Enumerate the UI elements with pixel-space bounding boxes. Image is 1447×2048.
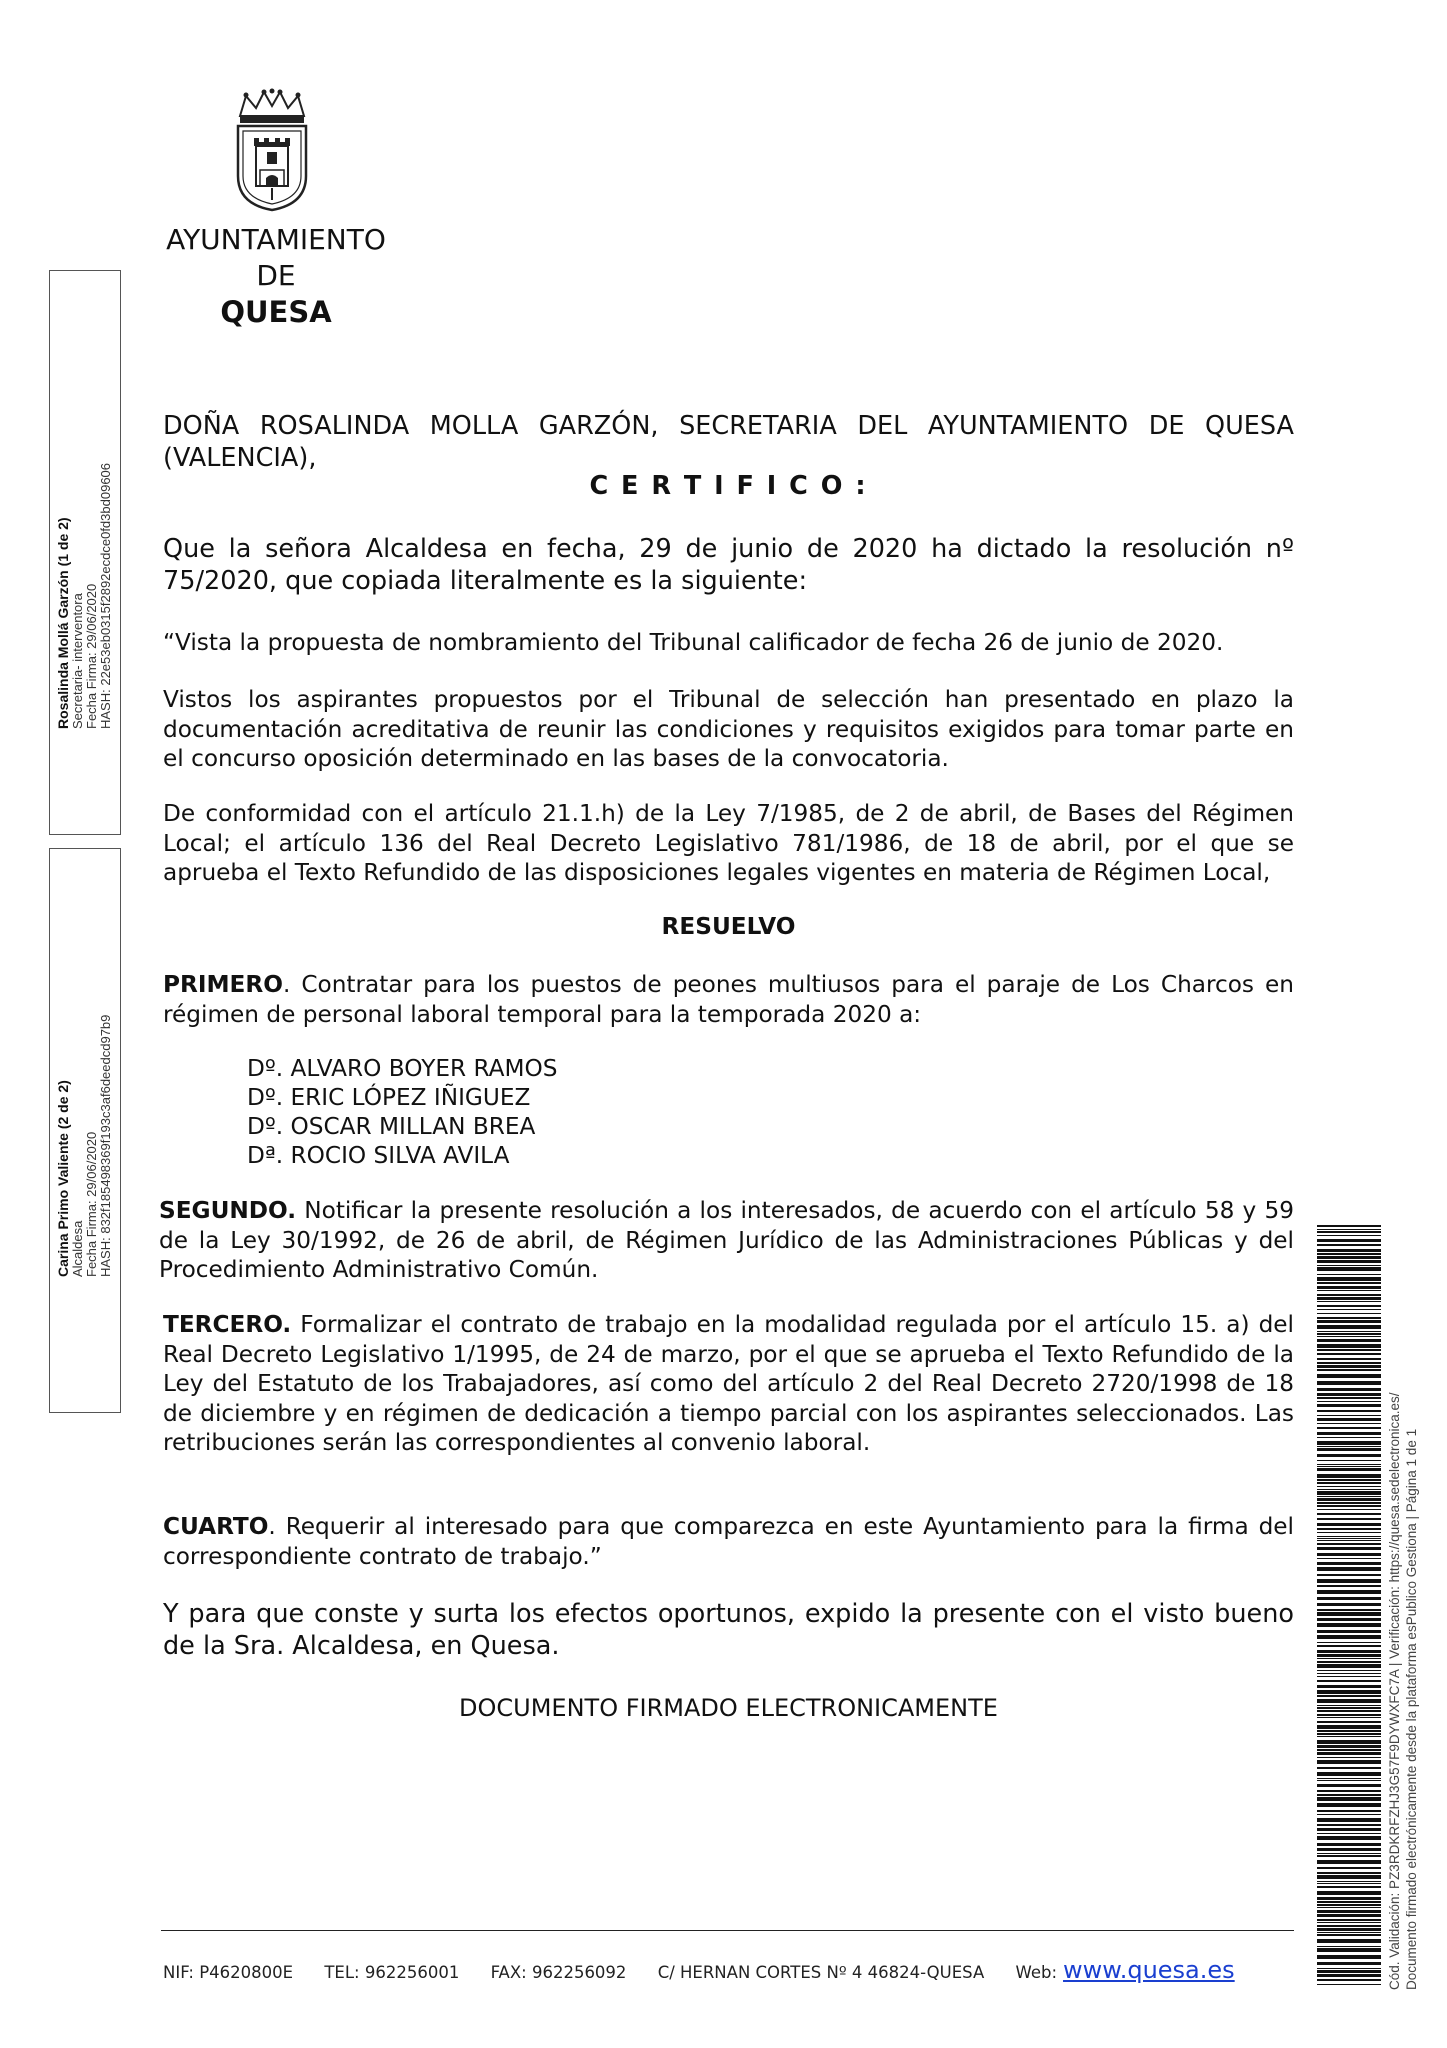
barcode-bar xyxy=(1317,1891,1381,1895)
list-item: Dª. ROCIO SILVA AVILA xyxy=(247,1142,510,1169)
list-item: Dº. ALVARO BOYER RAMOS xyxy=(247,1055,558,1082)
signature-1-text xyxy=(56,463,113,729)
footer-web-label: Web: xyxy=(1015,1963,1058,1982)
barcode-bar xyxy=(1317,1685,1381,1688)
segundo-text: Notificar la presente resolución a los interesados, de acuerdo con el artículo 58 y 59 de la Ley 30/1992, de 26 de abril, de Régimen Jurídico de las Administraciones Públicas y del Procedimiento Administrativo Común. xyxy=(159,1197,1294,1283)
barcode-bar xyxy=(1317,1939,1381,1943)
barcode-bar xyxy=(1317,1818,1381,1822)
footer xyxy=(163,1956,1303,1984)
footer-fax: FAX: 962256092 xyxy=(490,1963,627,1982)
org-name-line1: AYUNTAMIENTO xyxy=(166,223,386,256)
paragraph-conformidad: De conformidad con el artículo 21.1.h) de la Ley 7/1985, de 2 de abril, de Bases del Régimen Local; el artículo 136 del Real Decreto Legislativo 781/1986, de 18 de abril, por el que se aprueba el Texto Refundido de las disposiciones legales vigentes en materia de Régimen Local, xyxy=(163,800,1294,886)
barcode-bar xyxy=(1317,1904,1381,1906)
resuelvo-heading: RESUELVO xyxy=(661,913,796,940)
barcode-bar xyxy=(1317,1579,1381,1583)
barcode-bar xyxy=(1317,1282,1381,1284)
barcode-bar xyxy=(1317,1256,1381,1259)
barcode-bar xyxy=(1317,1229,1381,1230)
barcode-bar xyxy=(1317,1612,1381,1616)
barcode-bar xyxy=(1317,1558,1381,1559)
barcode-bar xyxy=(1317,1824,1381,1826)
barcode-bar xyxy=(1317,1664,1381,1668)
barcode-bar xyxy=(1317,1794,1381,1796)
paragraph-primero xyxy=(163,970,1294,1029)
barcode-bar xyxy=(1317,1320,1381,1323)
barcode-bar xyxy=(1317,1374,1381,1378)
barcode-bar xyxy=(1317,1699,1381,1703)
barcode-bar xyxy=(1317,1790,1381,1792)
primero-text: . Contratar para los puestos de peones multiusos para el paraje de Los Charcos en régimen de personal laboral temporal para la temporada 2020 a: xyxy=(163,971,1294,1028)
barcode-bar xyxy=(1317,1772,1381,1776)
barcode-bar xyxy=(1317,1803,1381,1807)
barcode-bar xyxy=(1317,1249,1381,1252)
barcode-bar xyxy=(1317,1305,1381,1307)
barcode-bar xyxy=(1317,1325,1381,1329)
barcode-bar xyxy=(1317,1828,1381,1831)
barcode-bar xyxy=(1317,1968,1381,1969)
barcode-bar xyxy=(1317,1585,1381,1587)
barcode-bar xyxy=(1317,1797,1381,1801)
barcode-bar xyxy=(1317,1491,1381,1495)
barcode-bar xyxy=(1317,1635,1381,1639)
barcode-bar xyxy=(1317,1536,1381,1537)
barcode-bar xyxy=(1317,1875,1381,1879)
barcode-bar xyxy=(1317,1404,1381,1407)
footer-divider xyxy=(161,1930,1294,1931)
paragraph-tercero xyxy=(163,1310,1294,1458)
signer-2-role: Alcaldesa xyxy=(70,1220,85,1277)
barcode-bar xyxy=(1317,1454,1381,1457)
signer-1-date: Fecha Firma: 29/06/2020 xyxy=(84,583,99,729)
barcode-bar xyxy=(1317,1290,1381,1291)
signer-1-name: Rosalinda Mollá Garzón (1 de 2) xyxy=(55,517,71,729)
barcode-bar xyxy=(1317,1235,1381,1236)
footer-tel: TEL: 962256001 xyxy=(324,1963,460,1982)
barcode-bar xyxy=(1317,1623,1381,1627)
paragraph-vista: “Vista la propuesta de nombramiento del Tribunal calificador de fecha 26 de junio de 2020. xyxy=(163,629,1224,656)
barcode-bar xyxy=(1317,1427,1381,1429)
barcode-bar xyxy=(1317,1752,1381,1755)
barcode-bar xyxy=(1317,1725,1381,1729)
barcode-bar xyxy=(1317,1277,1381,1281)
cuarto-text: . Requerir al interesado para que comparezca en este Ayuntamiento para la firma del correspondiente contrato de trabajo.” xyxy=(163,1513,1294,1570)
barcode-bar xyxy=(1317,1460,1381,1461)
barcode-bar xyxy=(1317,1853,1381,1854)
barcode-bar xyxy=(1317,1948,1381,1952)
barcode-bar xyxy=(1317,1922,1381,1923)
barcode-bar xyxy=(1317,1528,1381,1530)
barcode-bar xyxy=(1317,1910,1381,1913)
barcode-bar xyxy=(1317,1313,1381,1314)
barcode-bar xyxy=(1317,1730,1381,1732)
barcode-bar xyxy=(1317,1466,1381,1467)
segundo-label: SEGUNDO. xyxy=(159,1197,297,1224)
barcode-bar xyxy=(1317,1574,1381,1576)
footer-address: C/ HERNAN CORTES Nº 4 46824-QUESA xyxy=(657,1963,985,1982)
barcode-bar xyxy=(1317,1415,1381,1416)
barcode-bar xyxy=(1317,1650,1381,1653)
barcode-bar xyxy=(1317,1468,1381,1471)
barcode-bar xyxy=(1317,1705,1381,1706)
paragraph-conste: Y para que conste y surta los efectos oportunos, expido la presente con el visto bueno de la Sra. Alcaldesa, en Quesa. xyxy=(163,1599,1294,1661)
barcode-bar xyxy=(1317,1509,1381,1510)
barcode-bar xyxy=(1317,1441,1381,1445)
barcode-bar xyxy=(1317,1833,1381,1834)
barcode-bar xyxy=(1317,1907,1381,1908)
barcode-bar xyxy=(1317,1253,1381,1255)
barcode-bar xyxy=(1317,1670,1381,1671)
primero-label: PRIMERO xyxy=(163,971,283,998)
barcode-bar xyxy=(1317,1836,1381,1840)
barcode-bar xyxy=(1317,1358,1381,1360)
footer-web-link[interactable]: www.quesa.es xyxy=(1063,1956,1235,1984)
barcode-bar xyxy=(1317,1260,1381,1263)
barcode-bar xyxy=(1317,1479,1381,1481)
barcode-bar xyxy=(1317,1984,1381,1985)
barcode-bar xyxy=(1317,1498,1381,1501)
barcode-bar xyxy=(1317,1946,1381,1947)
barcode-bar xyxy=(1317,1780,1381,1781)
barcode-bar xyxy=(1317,1661,1381,1663)
barcode-bar xyxy=(1317,1353,1381,1355)
intro-paragraph: DOÑA ROSALINDA MOLLA GARZÓN, SECRETARIA DEL AYUNTAMIENTO DE QUESA (VALENCIA), xyxy=(163,411,1294,473)
barcode-bar xyxy=(1317,1970,1381,1973)
barcode-bar xyxy=(1317,1505,1381,1507)
barcode-bar xyxy=(1317,1333,1381,1335)
barcode-bar xyxy=(1317,1658,1381,1659)
barcode-bar xyxy=(1317,1562,1381,1565)
validation-line2: Documento firmado electrónicamente desde la plataforma esPublico Gestiona | Página 1 de 1 xyxy=(1404,1428,1419,1990)
barcode-bar xyxy=(1317,1464,1381,1465)
barcode-bar xyxy=(1317,1642,1381,1643)
paragraph-cuarto xyxy=(163,1512,1294,1571)
barcode-bar xyxy=(1317,1925,1381,1927)
barcode-bar xyxy=(1317,1778,1381,1779)
barcode-bar xyxy=(1317,1955,1381,1959)
barcode-bar xyxy=(1317,1496,1381,1497)
barcode-bar xyxy=(1317,1630,1381,1633)
tercero-label: TERCERO. xyxy=(163,1311,292,1338)
barcode-bar xyxy=(1317,1855,1381,1857)
signer-2-date: Fecha Firma: 29/06/2020 xyxy=(84,1131,99,1277)
barcode-bar xyxy=(1317,1543,1381,1545)
barcode-bar xyxy=(1317,1365,1381,1368)
barcode-bar xyxy=(1317,1860,1381,1864)
cuarto-label: CUARTO xyxy=(163,1513,269,1540)
barcode-bar xyxy=(1317,1740,1381,1744)
barcode-bar xyxy=(1317,1680,1381,1682)
signer-1-role: Secretaria- interventora xyxy=(70,593,85,729)
signature-box-2 xyxy=(49,848,121,1413)
paragraph-que: Que la señora Alcaldesa en fecha, 29 de junio de 2020 ha dictado la resolución nº 75/2020, que copiada literalmente es la siguiente: xyxy=(163,534,1294,596)
validation-text xyxy=(1386,1392,1420,1990)
barcode-bar xyxy=(1317,1297,1381,1300)
barcode-bar xyxy=(1317,1597,1381,1600)
barcode-bar xyxy=(1317,1482,1381,1484)
barcode-bar xyxy=(1317,1934,1381,1936)
barcode-bar xyxy=(1317,1274,1381,1275)
barcode-bar xyxy=(1317,1410,1381,1412)
signed-electronically-note: DOCUMENTO FIRMADO ELECTRONICAMENTE xyxy=(459,1694,998,1722)
barcode-bar xyxy=(1317,1393,1381,1396)
barcode-bar xyxy=(1317,1721,1381,1723)
barcode-bar xyxy=(1317,1486,1381,1487)
barcode-bar xyxy=(1317,1810,1381,1812)
barcode-bar xyxy=(1317,1265,1381,1266)
list-item: Dº. ERIC LÓPEZ IÑIGUEZ xyxy=(247,1084,531,1111)
barcode-bar xyxy=(1317,1784,1381,1787)
barcode-bar xyxy=(1317,1974,1381,1977)
barcode-bar xyxy=(1317,1867,1381,1869)
signer-2-name: Carina Primo Valiente (2 de 2) xyxy=(55,1080,71,1277)
barcode-bar xyxy=(1317,1432,1381,1435)
barcode-bar xyxy=(1317,1532,1381,1533)
barcode-bar xyxy=(1317,1336,1381,1337)
barcode-bar xyxy=(1317,1749,1381,1751)
barcode-bar xyxy=(1317,1301,1381,1302)
org-name-line2: DE xyxy=(256,259,296,292)
barcode-bar xyxy=(1317,1690,1381,1694)
barcode-bar xyxy=(1317,1502,1381,1504)
list-item: Dº. OSCAR MILLAN BREA xyxy=(247,1113,536,1140)
barcode-bar xyxy=(1317,1717,1381,1718)
barcode-bar xyxy=(1317,1538,1381,1539)
barcode-bar xyxy=(1317,1489,1381,1490)
barcode-bar xyxy=(1317,1767,1381,1769)
barcode-bar xyxy=(1317,1673,1381,1674)
barcode-bar xyxy=(1317,1886,1381,1888)
barcode-bar xyxy=(1317,1446,1381,1447)
barcode-bar xyxy=(1317,1401,1381,1402)
barcode-bar xyxy=(1317,1883,1381,1884)
tercero-text: Formalizar el contrato de trabajo en la modalidad regulada por el artículo 15. a) del Real Decreto Legislativo 1/1995, de 24 de marzo, por el que se aprueba el Texto Refundido de la Ley del Estatuto de los Trabajadores, así como del artículo 2 del Real Decreto 2720/1998 de 18 de diciembre y en régimen de dedicación a tiempo parcial con los aspirantes seleccionados. Las retribuciones serán las correspondientes al convenio laboral. xyxy=(163,1311,1294,1456)
barcode-bar xyxy=(1317,1381,1381,1385)
barcode-bar xyxy=(1317,1369,1381,1371)
barcode-bar xyxy=(1317,1814,1381,1815)
signature-box-1 xyxy=(49,270,121,835)
barcode-bar xyxy=(1317,1710,1381,1712)
barcode-bar xyxy=(1317,1695,1381,1697)
barcode-bar xyxy=(1317,1448,1381,1451)
barcode-bar xyxy=(1317,1919,1381,1921)
barcode-bar xyxy=(1317,1244,1381,1246)
barcode-bar xyxy=(1317,1418,1381,1421)
barcode-bar xyxy=(1317,1388,1381,1391)
footer-nif: NIF: P4620800E xyxy=(163,1963,294,1982)
barcode-bar xyxy=(1317,1553,1381,1556)
barcode-bar xyxy=(1317,1897,1381,1900)
town-crest-logo xyxy=(232,88,312,214)
barcode-bar xyxy=(1317,1547,1381,1550)
validation-barcode xyxy=(1317,1225,1381,1985)
barcode-bar xyxy=(1317,1344,1381,1348)
barcode-bar xyxy=(1317,1437,1381,1438)
barcode-bar xyxy=(1317,1914,1381,1917)
barcode-bar xyxy=(1317,1294,1381,1296)
appointees-list xyxy=(247,1054,558,1170)
barcode-bar xyxy=(1317,1590,1381,1594)
barcode-bar xyxy=(1317,1881,1381,1882)
barcode-bar xyxy=(1317,1331,1381,1332)
barcode-bar xyxy=(1317,1423,1381,1424)
barcode-bar xyxy=(1317,1901,1381,1903)
barcode-bar xyxy=(1317,1757,1381,1758)
barcode-bar xyxy=(1317,1843,1381,1846)
certifico-heading: C E R T I F I C O : xyxy=(589,471,868,501)
barcode-bar xyxy=(1317,1609,1381,1611)
barcode-bar xyxy=(1317,1309,1381,1310)
barcode-bar xyxy=(1317,1745,1381,1748)
barcode-bar xyxy=(1317,1962,1381,1965)
barcode-bar xyxy=(1317,1707,1381,1709)
paragraph-segundo xyxy=(159,1196,1294,1285)
barcode-bar xyxy=(1317,1317,1381,1319)
barcode-bar xyxy=(1317,1567,1381,1571)
barcode-bar xyxy=(1317,1603,1381,1606)
barcode-bar xyxy=(1317,1645,1381,1647)
barcode-bar xyxy=(1317,1362,1381,1364)
signature-2-text xyxy=(56,1015,113,1277)
barcode-bar xyxy=(1317,1676,1381,1677)
org-name-line3: QUESA xyxy=(220,295,332,329)
barcode-bar xyxy=(1317,1286,1381,1289)
paragraph-vistos: Vistos los aspirantes propuestos por el Tribunal de selección han presentado en plazo la documentación acreditativa de reunir las condiciones y requisitos exigidos para tomar parte en el concurso oposición determinado en las bases de la convocatoria. xyxy=(163,686,1294,772)
signer-2-hash: HASH: 832f185498369f193c3af6deedcd97b9 xyxy=(98,1014,113,1277)
barcode-bar xyxy=(1317,1267,1381,1271)
barcode-bar xyxy=(1317,1872,1381,1874)
barcode-bar xyxy=(1317,1932,1381,1933)
barcode-bar xyxy=(1317,1231,1381,1233)
barcode-bar xyxy=(1317,1979,1381,1981)
barcode-bar xyxy=(1317,1339,1381,1342)
barcode-bar xyxy=(1317,1239,1381,1242)
barcode-bar xyxy=(1317,1518,1381,1520)
barcode-bar xyxy=(1317,1513,1381,1515)
barcode-bar xyxy=(1317,1397,1381,1399)
barcode-bar xyxy=(1317,1225,1381,1227)
barcode-bar xyxy=(1317,1618,1381,1621)
barcode-bar xyxy=(1317,1733,1381,1735)
barcode-bar xyxy=(1317,1654,1381,1657)
barcode-bar xyxy=(1317,1760,1381,1764)
barcode-bar xyxy=(1317,1848,1381,1851)
barcode-bar xyxy=(1317,1540,1381,1541)
barcode-bar xyxy=(1317,1474,1381,1478)
barcode-bar xyxy=(1317,1714,1381,1716)
signer-1-hash: HASH: 22e53eb0315f2892ecdce0fd3bd09606 xyxy=(98,462,113,729)
barcode-bar xyxy=(1317,1349,1381,1351)
barcode-bar xyxy=(1317,1523,1381,1526)
barcode-bar xyxy=(1317,1736,1381,1737)
validation-line1: Cód. Validación: PZ3RDKRFZHJ3G57F9DYWXFC7A | Verificación: https://quesa.sedelectronica.es/ xyxy=(1387,1392,1402,1990)
barcode-bar xyxy=(1317,1928,1381,1931)
